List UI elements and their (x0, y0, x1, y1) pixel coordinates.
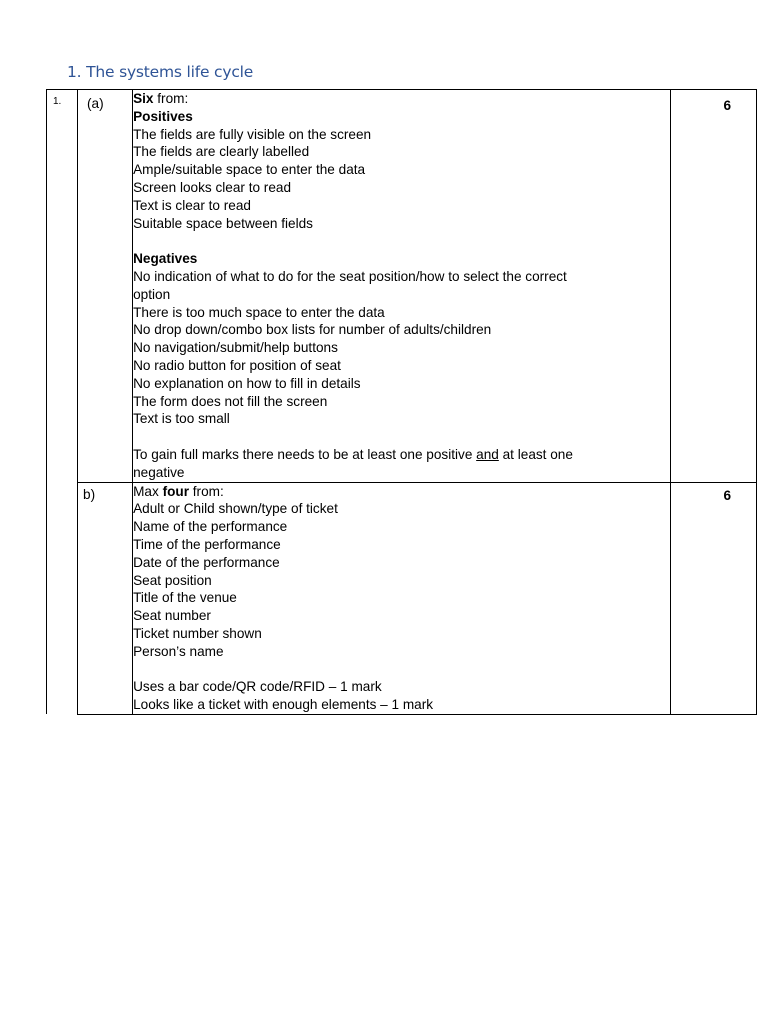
negative-item: No explanation on how to fill in details (133, 375, 361, 391)
part-a-marks: 6 (723, 98, 731, 113)
ticket-item: Title of the venue (133, 590, 237, 606)
negatives-title: Negatives (133, 251, 198, 267)
ticket-item: Name of the performance (133, 519, 288, 535)
marking-note-line2: negative (133, 464, 185, 480)
negative-item: No navigation/submit/help buttons (133, 340, 338, 356)
negative-item: No radio button for position of seat (133, 357, 341, 373)
question-number: 1. (53, 96, 62, 107)
positive-item: Screen looks clear to read (133, 179, 292, 195)
positive-item: Suitable space between fields (133, 215, 313, 231)
part-a-label-cell (78, 90, 133, 483)
spacer (133, 428, 670, 446)
part-b-answer-cell (133, 482, 671, 714)
extra-mark-item: Uses a bar code/QR code/RFID – 1 mark (133, 679, 382, 695)
extra-mark-item: Looks like a ticket with enough elements – 1 mark (133, 697, 434, 713)
part-b-intro (133, 483, 670, 501)
positive-item: The fields are fully visible on the screen (133, 126, 372, 142)
marking-note-after: at least one (498, 446, 573, 462)
marking-note (133, 446, 670, 464)
part-b-intro-rest: from: (189, 483, 224, 499)
table-row-part-a (47, 90, 757, 483)
part-a-intro-rest: from: (153, 91, 189, 106)
negative-item: There is too much space to enter the data (133, 304, 385, 320)
spacer (133, 232, 670, 250)
ticket-item: Seat position (133, 572, 212, 588)
negative-item: No indication of what to do for the seat position/how to select the correct (133, 268, 567, 284)
part-a-intro (133, 90, 670, 108)
section-heading: 1. The systems life cycle (67, 63, 254, 81)
positive-item: Text is clear to read (133, 197, 251, 213)
ticket-item: Time of the performance (133, 536, 281, 552)
marking-note-underlined: and (476, 446, 499, 462)
negative-item: No drop down/combo box lists for number of adults/children (133, 322, 492, 338)
positives-title: Positives (133, 108, 193, 124)
negative-item: The form does not fill the screen (133, 393, 328, 409)
part-a-intro-bold: Six (133, 91, 154, 106)
marking-note-before: To gain full marks there needs to be at least one positive (133, 446, 477, 462)
positive-item: Ample/suitable space to enter the data (133, 162, 366, 178)
part-a-label: (a) (87, 96, 104, 111)
ticket-item: Seat number (133, 608, 211, 624)
part-b-intro-bold: four (162, 483, 189, 499)
ticket-item: Person’s name (133, 643, 224, 659)
part-a-marks-cell (670, 90, 756, 483)
part-a-answer-cell (133, 90, 671, 483)
positive-item: The fields are clearly labelled (133, 144, 310, 160)
negative-item: Text is too small (133, 411, 230, 427)
mark-scheme-table (46, 89, 757, 715)
negative-item: option (133, 286, 171, 302)
ticket-item: Ticket number shown (133, 625, 262, 641)
ticket-item: Date of the performance (133, 554, 280, 570)
ticket-item: Adult or Child shown/type of ticket (133, 501, 338, 517)
table-row-part-b (47, 482, 757, 714)
part-b-label-cell (78, 482, 133, 714)
part-b-marks: 6 (723, 487, 731, 503)
part-b-label: b) (83, 486, 96, 502)
part-b-intro-pre: Max (133, 483, 163, 499)
spacer (133, 661, 670, 679)
question-number-cell (47, 90, 78, 715)
part-b-marks-cell (670, 482, 756, 714)
